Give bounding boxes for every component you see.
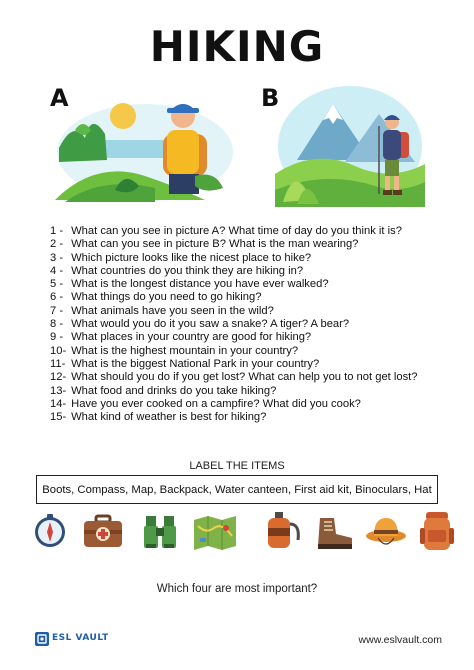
website-url: www.eslvault.com [358,634,442,646]
question-number: 2 - [50,238,64,251]
question-item [50,318,460,331]
map-icon [192,510,238,552]
question-text: What food and drinks do you take hiking? [71,384,277,397]
question-text: What can you see in picture B? What is the man wearing? [71,238,359,251]
picture-a-hiker-lake [55,90,237,202]
question-item [50,291,460,304]
picture-a-label: A [50,84,69,112]
question-number: 15- [50,411,67,424]
question-item [50,265,460,278]
question-number: 3 - [50,251,64,264]
question-number: 10- [50,344,67,357]
question-item [50,238,460,251]
item-icons-row [30,510,450,555]
question-number: 6 - [50,291,64,304]
question-number: 5 - [50,278,64,291]
question-item [50,305,460,318]
compass-icon [32,510,72,552]
word-bank: Boots, Compass, Map, Backpack, Water canteen, First aid kit, Binoculars, Hat [36,475,438,504]
question-text: Have you ever cooked on a campfire? What did you cook? [71,397,361,410]
question-text: What would you do it you saw a snake? A tiger? A bear? [71,318,350,331]
logo-text: ESL VAULT [52,633,109,643]
label-items-heading: LABEL THE ITEMS [189,460,285,472]
question-item [50,345,460,358]
question-number: 9 - [50,331,64,344]
question-number: 11- [50,357,66,370]
question-item [50,225,460,238]
question-number: 14- [50,397,67,410]
water-canteen-icon [262,510,302,552]
question-number: 8 - [50,318,64,331]
first-aid-kit-icon [82,510,122,552]
question-text: What can you see in picture A? What time of day do you think it is? [71,225,402,237]
hat-icon [364,510,408,552]
question-text: What should you do if you get lost? What can help you to not get lost? [71,371,418,384]
question-number: 12- [50,371,67,384]
picture-b-label: B [261,84,280,112]
question-text: What is the highest mountain in your country? [71,344,299,357]
question-text: What animals have you seen in the wild? [71,304,274,317]
question-number: 4 - [50,264,64,277]
page-title: HIKING [149,22,325,71]
question-text: Which picture looks like the nicest place to hike? [71,251,312,264]
footer-question: Which four are most important? [156,583,318,595]
question-number: 13- [50,384,67,397]
backpack-icon [418,510,458,552]
question-item [50,278,460,291]
question-item [50,398,460,411]
boots-icon [314,510,356,552]
question-number: 1 - [50,225,64,237]
binoculars-icon [140,510,180,552]
question-list [50,225,460,424]
question-item [50,371,460,384]
question-text: What things do you need to go hiking? [71,291,262,304]
question-item [50,331,460,344]
picture-b-hiker-mountains [275,82,425,207]
question-text: What is the biggest National Park in your country? [71,357,320,370]
question-item [50,358,460,371]
question-text: What places in your country are good for hiking? [71,331,312,344]
question-text: What is the longest distance you have ever walked? [71,278,329,291]
question-text: What countries do you think they are hiking in? [71,264,304,277]
question-item [50,385,460,398]
question-text: What kind of weather is best for hiking? [71,411,267,424]
question-item [50,252,460,265]
question-item [50,411,460,424]
question-number: 7 - [50,304,64,317]
